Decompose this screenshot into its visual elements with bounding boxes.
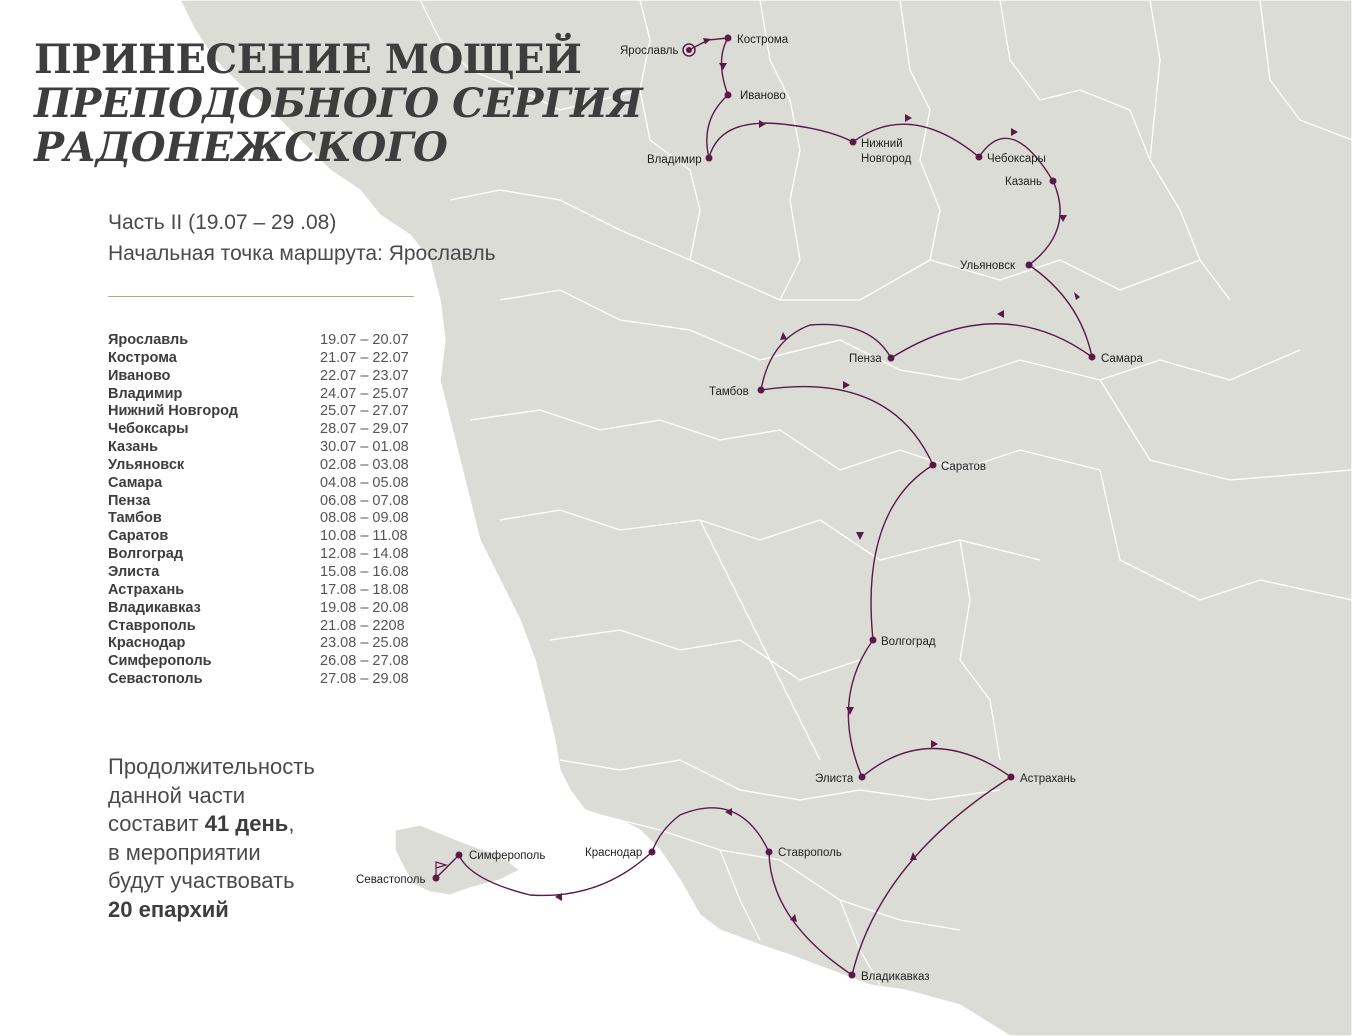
schedule-row [108, 618, 428, 636]
label-tambov: Тамбов [709, 386, 749, 398]
stop-vladikavkaz [849, 972, 856, 979]
schedule-city: Казань [108, 439, 159, 456]
label-penza: Пенза [849, 353, 882, 365]
label-nn-line1: Нижний [861, 138, 903, 150]
summary-line-5: будут участвовать [108, 868, 295, 893]
schedule-city: Владимир [108, 385, 183, 402]
schedule-row [108, 421, 428, 439]
stop-penza [888, 355, 895, 362]
schedule-dates: 02.08 – 03.08 [320, 456, 409, 473]
schedule-dates: 21.08 – 2208 [320, 617, 405, 634]
label-kazan: Казань [1005, 176, 1042, 188]
schedule-dates: 06.08 – 07.08 [320, 492, 409, 509]
divider [108, 296, 414, 297]
label-yaroslavl: Ярославль [620, 45, 679, 57]
schedule-dates: 21.07 – 22.07 [320, 349, 409, 366]
label-samara: Самара [1101, 353, 1143, 365]
stop-samara [1089, 354, 1096, 361]
schedule-list [108, 332, 428, 689]
schedule-dates: 19.07 – 20.07 [320, 332, 409, 348]
label-kostroma: Кострома [737, 34, 789, 46]
schedule-city: Элиста [108, 563, 160, 580]
schedule-city: Ярославль [108, 332, 189, 348]
title-line-2: ПРЕПОДОБНОГО СЕРГИЯ [34, 80, 643, 127]
start-point: Начальная точка маршрута: Ярославль [108, 242, 496, 265]
schedule-row [108, 457, 428, 475]
label-nn-line2: Новгород [861, 153, 912, 165]
schedule-dates: 26.08 – 27.08 [320, 653, 409, 670]
schedule-city: Тамбов [108, 510, 162, 527]
schedule-city: Волгоград [108, 546, 184, 563]
schedule-city: Симферополь [108, 653, 212, 670]
label-cheboksary: Чебоксары [987, 153, 1046, 165]
stop-stavropol [766, 849, 773, 856]
schedule-row [108, 582, 428, 600]
summary-line-1: Продолжительность [108, 754, 315, 779]
label-saratov: Саратов [941, 461, 987, 473]
schedule-city: Ставрополь [108, 617, 196, 634]
stop-tambov [758, 387, 765, 394]
schedule-dates: 04.08 – 05.08 [320, 474, 409, 491]
stop-yaroslavl [686, 47, 692, 53]
part-dates: Часть II (19.07 – 29 .08) [108, 211, 337, 234]
summary-line-3 [108, 810, 315, 839]
stop-elista [859, 774, 866, 781]
schedule-city: Севастополь [108, 671, 203, 688]
schedule-row [108, 332, 428, 350]
schedule-dates: 23.08 – 25.08 [320, 635, 409, 652]
schedule-row [108, 350, 428, 368]
summary-line-3-pre: составит [108, 811, 205, 836]
stop-simferopol [456, 852, 463, 859]
schedule-row [108, 403, 428, 421]
stop-volgograd [870, 637, 877, 644]
schedule-city: Иваново [108, 367, 171, 384]
schedule-row [108, 546, 428, 564]
stop-saratov [930, 462, 937, 469]
label-ulyanovsk: Ульяновск [960, 260, 1015, 272]
schedule-dates: 25.07 – 27.07 [320, 403, 409, 420]
schedule-dates: 27.08 – 29.08 [320, 671, 409, 688]
label-sevastopol: Севастополь [356, 874, 426, 886]
schedule-row [108, 564, 428, 582]
summary-line-6 [108, 896, 315, 925]
summary-line-4: в мероприятии [108, 839, 261, 865]
schedule-row [108, 653, 428, 671]
schedule-dates: 08.08 – 09.08 [320, 510, 409, 527]
schedule-row [108, 671, 428, 689]
summary-duration: 41 день [204, 811, 289, 836]
summary-eparchies: 20 епархий [108, 896, 229, 922]
schedule-city: Астрахань [108, 581, 185, 598]
stop-nizhny-novgorod [850, 139, 857, 146]
schedule-city: Чебоксары [108, 421, 189, 438]
schedule-row [108, 510, 428, 528]
label-astrakhan: Астрахань [1020, 773, 1076, 785]
schedule-row [108, 493, 428, 511]
label-vladimir: Владимир [647, 154, 702, 166]
label-vladikavkaz: Владикавказ [861, 971, 930, 983]
subtitle [108, 207, 496, 269]
summary-line-3-post: , [288, 811, 295, 836]
label-simferopol: Симферополь [469, 850, 546, 862]
schedule-dates: 24.07 – 25.07 [320, 385, 409, 402]
title-line-3: РАДОНЕЖСКОГО [34, 124, 448, 171]
stop-cheboksary [976, 154, 983, 161]
summary [108, 753, 315, 924]
schedule-dates: 30.07 – 01.08 [320, 439, 409, 456]
schedule-city: Ульяновск [108, 456, 185, 473]
schedule-city: Владикавказ [108, 599, 201, 616]
schedule-dates: 22.07 – 23.07 [320, 367, 409, 384]
schedule-city: Нижний Новгород [108, 403, 238, 420]
label-stavropol: Ставрополь [778, 847, 842, 859]
schedule-row [108, 528, 428, 546]
schedule-row [108, 439, 428, 457]
schedule-dates: 19.08 – 20.08 [320, 599, 409, 616]
schedule-row [108, 635, 428, 653]
schedule-city: Краснодар [108, 635, 186, 652]
stop-vladimir [706, 155, 713, 162]
title-line-1: ПРИНЕСЕНИЕ МОЩЕЙ [34, 36, 582, 83]
schedule-dates: 28.07 – 29.07 [320, 421, 409, 438]
page-title [34, 38, 642, 170]
stop-ivanovo [725, 92, 732, 99]
stop-ulyanovsk [1026, 262, 1033, 269]
label-ivanovo: Иваново [740, 90, 786, 102]
stop-krasnodar [649, 849, 656, 856]
schedule-row [108, 368, 428, 386]
schedule-dates: 17.08 – 18.08 [320, 581, 409, 598]
stop-astrakhan [1008, 774, 1015, 781]
label-elista: Элиста [815, 773, 854, 785]
schedule-row [108, 600, 428, 618]
schedule-city: Пенза [108, 492, 151, 509]
stop-kostroma [725, 35, 732, 42]
schedule-dates: 15.08 – 16.08 [320, 563, 409, 580]
schedule-dates: 12.08 – 14.08 [320, 546, 409, 563]
summary-line-2: данной части [108, 782, 246, 808]
stop-kazan [1050, 178, 1057, 185]
schedule-city: Саратов [108, 528, 169, 545]
schedule-city: Кострома [108, 349, 177, 366]
schedule-city: Самара [108, 474, 163, 491]
schedule-row [108, 386, 428, 404]
schedule-dates: 10.08 – 11.08 [320, 528, 408, 545]
label-volgograd: Волгоград [881, 636, 936, 648]
label-krasnodar: Краснодар [585, 847, 643, 859]
schedule-row [108, 475, 428, 493]
